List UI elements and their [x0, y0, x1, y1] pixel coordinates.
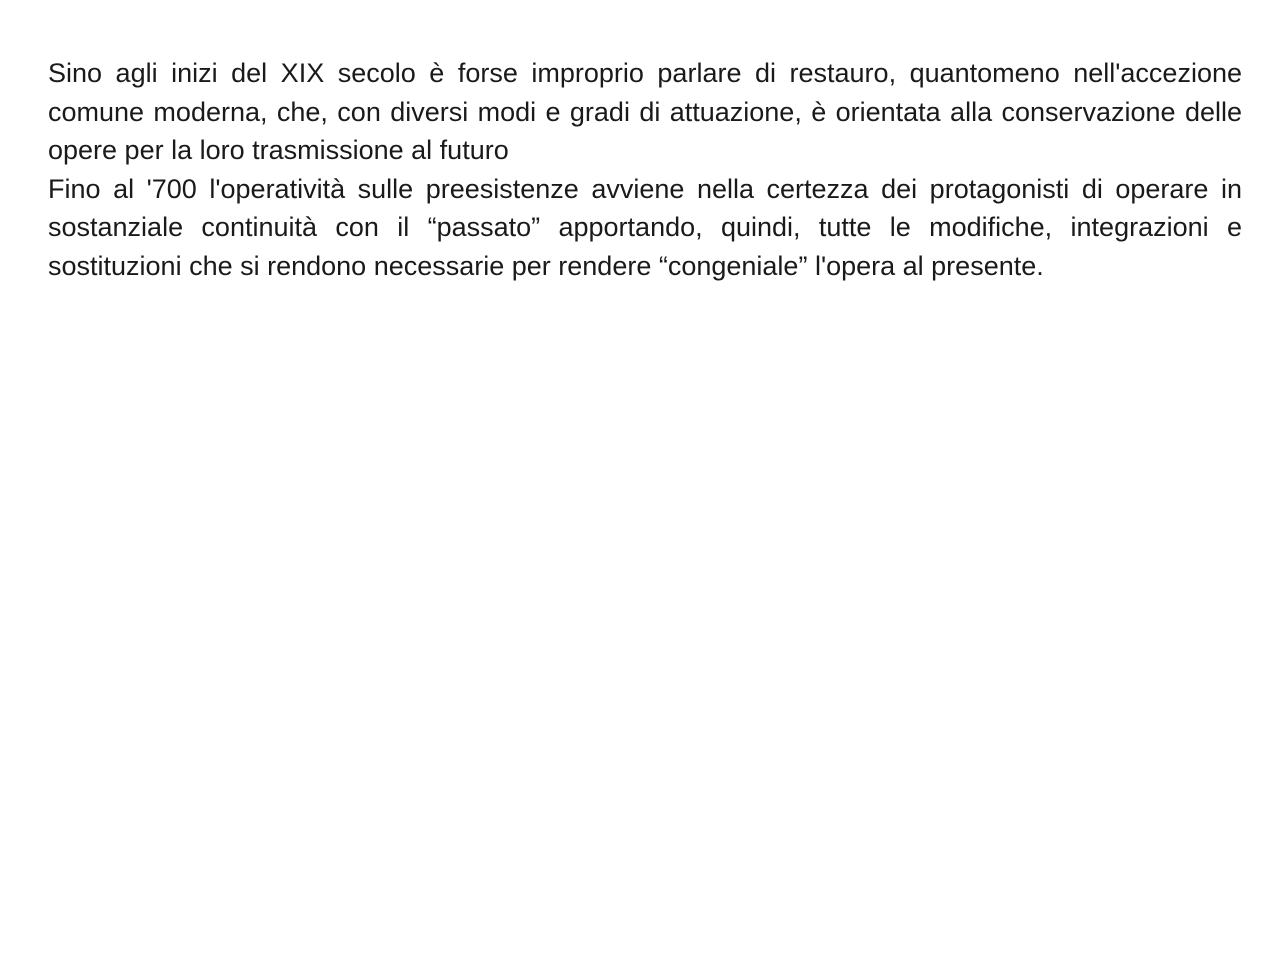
text-body	[48, 54, 1242, 285]
paragraph-restauro-intro: Sino agli inizi del XIX secolo è forse improprio parlare di restauro, quantomeno nell'accezione comune moderna, che, con diversi modi e gradi di attuazione, è orientata alla conservazione delle opere per la loro trasmissione al futuro	[48, 58, 1242, 165]
paragraph-settecento: Fino al '700 l'operatività sulle preesistenze avviene nella certezza dei protagonisti di operare in sostanziale continuità con il “passato” apportando, quindi, tutte le modifiche, integrazioni e sostituzioni che si rendono necessarie per rendere “congeniale” l'opera al presente.	[48, 173, 1242, 281]
